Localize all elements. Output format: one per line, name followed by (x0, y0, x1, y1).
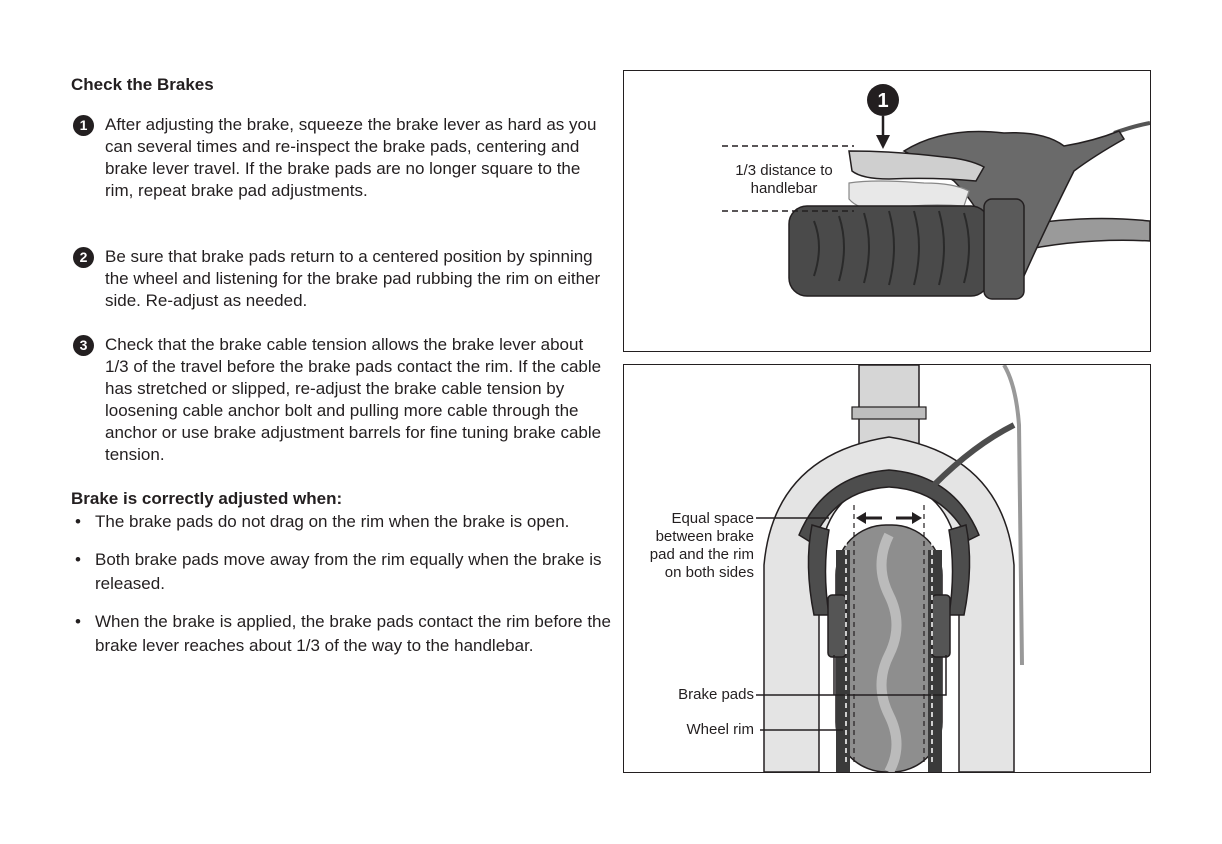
step-number-badge: 3 (73, 335, 94, 356)
step-text: Check that the brake cable tension allows the brake lever about 1/3 of the travel before the brake pads contact the rim. If the cable has stretched or slipped, re-adjust the brake cable tension by loosening cable anchor bolt and pulling more cable through the anchor or use brake adjustment barrels for fine tuning brake cable tension. (105, 335, 602, 464)
rim-wall-right (928, 550, 942, 772)
lever-pulled-ghost (849, 181, 969, 209)
step-text: Be sure that brake pads return to a centered position by spinning the wheel and listening for the brake pad rubbing the rim on either side. Re-adjust as needed. (105, 247, 601, 310)
equal-space-label-line: between brake (655, 528, 754, 545)
section-heading: Check the Brakes (71, 75, 214, 94)
list-item-text: Both brake pads move away from the rim equally when the brake is released. (95, 550, 602, 593)
lever-clamp (984, 199, 1024, 299)
criteria-list (71, 510, 611, 658)
brake-pad-right (932, 595, 950, 657)
caliper-arm-right (949, 525, 970, 615)
callout-arrowhead (876, 135, 890, 149)
subheading: Brake is correctly adjusted when: (71, 489, 343, 508)
callout-number: 1 (877, 90, 889, 112)
gap-arrowhead-left (856, 512, 866, 524)
list-item-text: The brake pads do not drag on the rim when the brake is open. (95, 512, 570, 531)
caliper-arm-left (808, 525, 829, 615)
step-number-badge: 1 (73, 115, 94, 136)
brake-pad-left (828, 595, 846, 657)
bullet-icon: • (75, 512, 81, 531)
wheel-rim-label: Wheel rim (686, 721, 754, 738)
brake-pads-label: Brake pads (678, 686, 754, 703)
step-text: After adjusting the brake, squeeze the brake lever as hard as you can several times and re-inspect the brake pads, centering and brake lever travel. If the brake pads are no longer square to the rim, repeat brake pad adjustments. (105, 115, 597, 200)
rim-wall-left (836, 550, 850, 772)
equal-space-label-line: Equal space (671, 510, 754, 527)
steerer-tube (859, 365, 919, 445)
brake-lever-illustration (624, 71, 1150, 351)
distance-label-line: 1/3 distance to (735, 162, 833, 179)
equal-space-label (630, 510, 754, 582)
brake-lever-figure (623, 70, 1151, 352)
equal-space-label-line: on both sides (664, 564, 754, 581)
list-item (71, 510, 611, 534)
list-item (71, 548, 611, 596)
instructions-column (71, 74, 611, 672)
bullet-icon: • (75, 550, 81, 569)
equal-space-label-line: pad and the rim (649, 546, 754, 563)
distance-label-line: handlebar (750, 180, 818, 197)
step-2 (71, 246, 611, 312)
step-3 (71, 334, 611, 466)
distance-label (724, 162, 844, 198)
gap-arrowhead-right (912, 512, 922, 524)
step-1 (71, 114, 611, 202)
step-number-badge: 2 (73, 247, 94, 268)
caliper-brake-figure (623, 364, 1151, 773)
bullet-icon: • (75, 612, 81, 631)
headset-ring (852, 407, 926, 419)
list-item-text: When the brake is applied, the brake pads contact the rim before the brake lever reaches about 1/3 of the way to the handlebar. (95, 612, 611, 655)
list-item (71, 610, 611, 658)
